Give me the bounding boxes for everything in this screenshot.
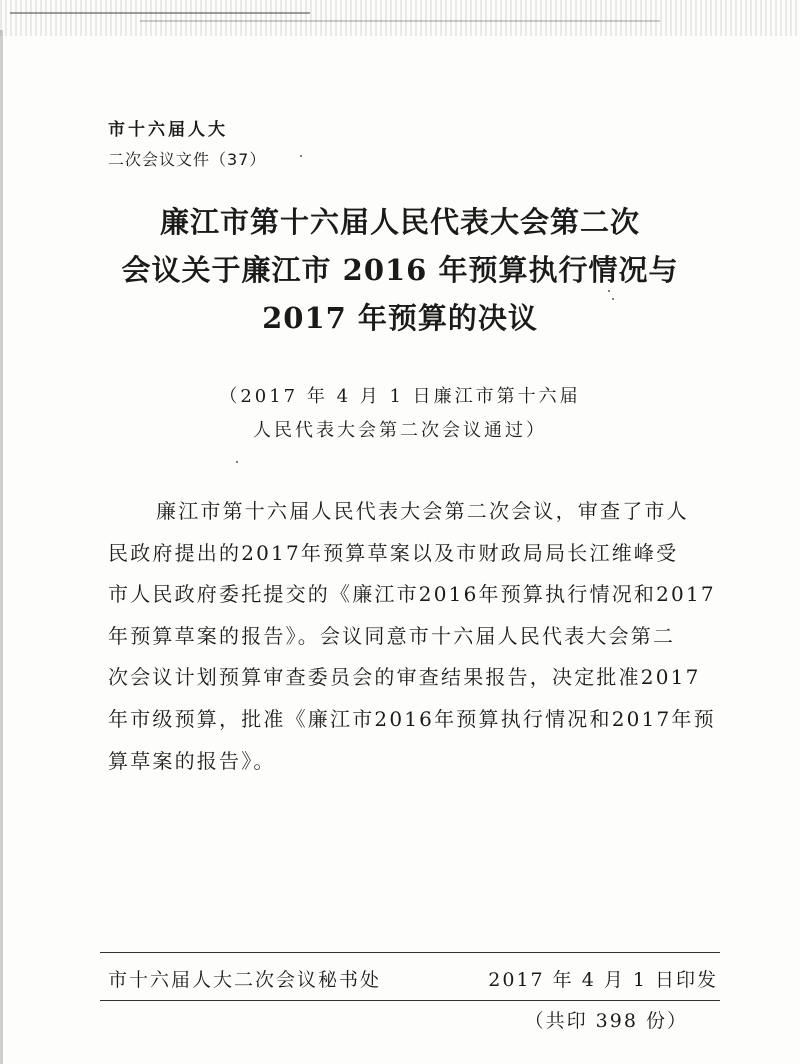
body-line: 次会议计划预算审查委员会的审查结果报告，决定批准2017 bbox=[108, 665, 701, 690]
subtitle-line-1: （2017 年 4 月 1 日廉江市第十六届 bbox=[219, 386, 581, 407]
scan-speck bbox=[608, 290, 610, 292]
scan-speck bbox=[236, 461, 238, 463]
header-file-number: 二次会议文件（37） bbox=[108, 150, 267, 169]
document-subtitle bbox=[60, 380, 740, 448]
header-session-label: 市十六届人大 bbox=[108, 120, 228, 140]
footer-bottom-rule bbox=[100, 1000, 720, 1001]
scan-speck bbox=[612, 298, 614, 300]
document-header bbox=[108, 115, 408, 175]
subtitle-line-2: 人民代表大会第二次会议通过） bbox=[253, 420, 547, 441]
scan-speck bbox=[300, 155, 302, 157]
document-title bbox=[60, 198, 740, 342]
body-line: 廉江市第十六届人民代表大会第二次会议，审查了市人 bbox=[156, 499, 689, 523]
body-line: 民政府提出的2017年预算草案以及市财政局局长江维峰受 bbox=[108, 540, 679, 565]
footer-issuer: 市十六届人大二次会议秘书处 bbox=[108, 968, 382, 991]
body-line: 算草案的报告》。 bbox=[108, 748, 276, 773]
footer-issue-date: 2017 年 4 月 1 日印发 bbox=[488, 968, 718, 991]
scan-artifact-line bbox=[10, 12, 310, 14]
resolution-body bbox=[108, 491, 716, 782]
body-line: 市人民政府委托提交的《廉江市2016年预算执行情况和2017 bbox=[108, 582, 716, 607]
scan-noise-strip bbox=[0, 0, 800, 36]
footer-top-rule bbox=[100, 952, 720, 953]
body-line: 年预算草案的报告》。会议同意市十六届人民代表大会第二 bbox=[108, 623, 676, 648]
title-line-3: 2017 年预算的决议 bbox=[262, 301, 538, 335]
body-line: 年市级预算，批准《廉江市2016年预算执行情况和2017年预 bbox=[108, 706, 716, 731]
title-line-2: 会议关于廉江市 2016 年预算执行情况与 bbox=[121, 253, 679, 287]
footer-print-count: （共印 398 份） bbox=[524, 1010, 688, 1032]
page-edge-shadow bbox=[0, 30, 3, 1064]
footer-issue-row bbox=[108, 961, 718, 995]
scan-artifact-line bbox=[140, 20, 660, 22]
title-line-1: 廉江市第十六届人民代表大会第二次 bbox=[159, 205, 640, 239]
